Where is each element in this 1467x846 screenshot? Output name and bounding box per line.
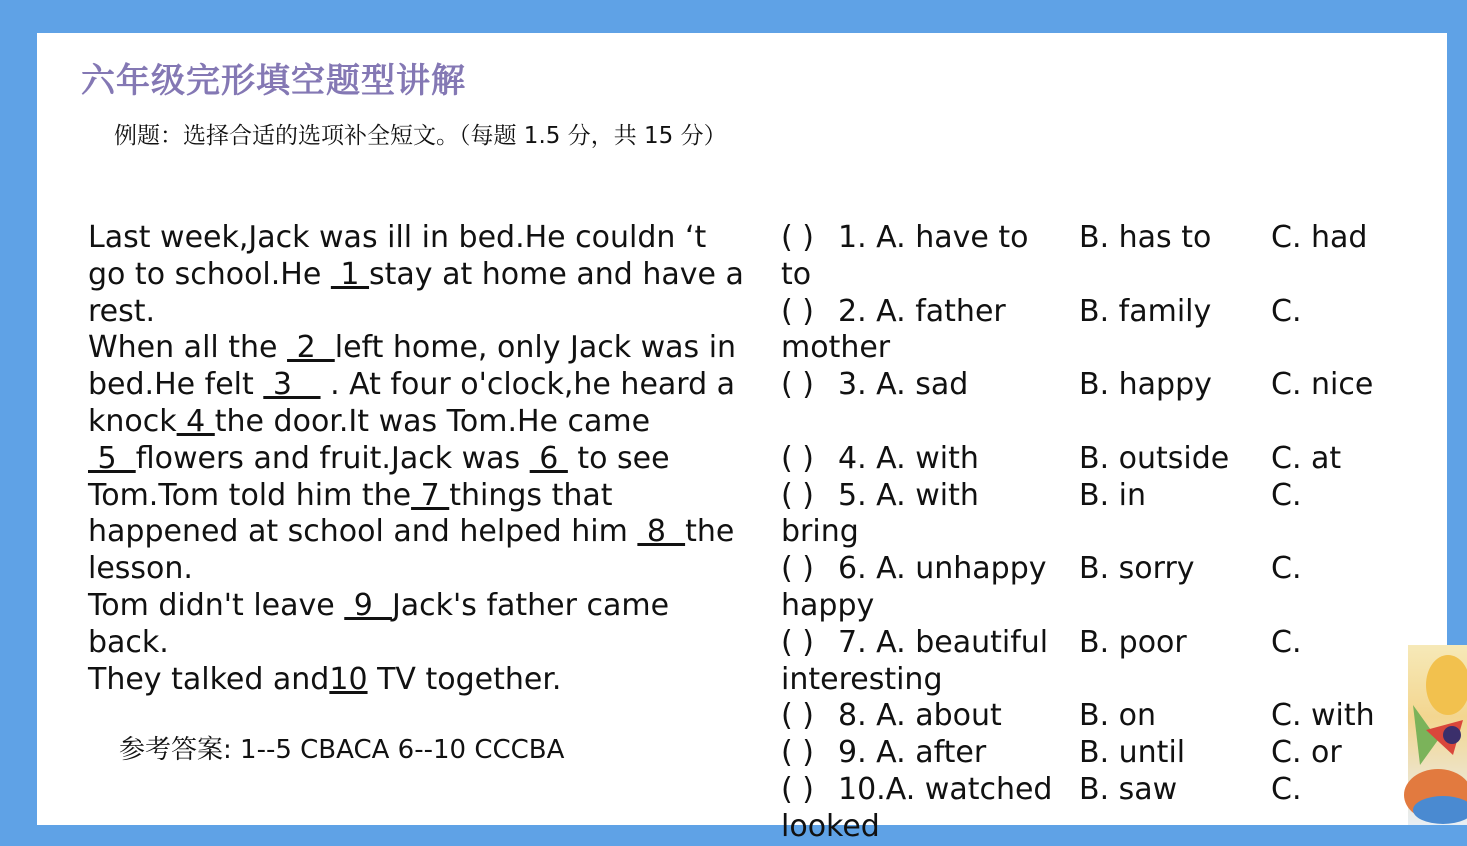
passage-text: stay at home and have a rest.: [88, 256, 744, 329]
question-item: [781, 294, 1421, 368]
option-c-continued: looked: [781, 808, 880, 844]
blank-3: 3: [263, 367, 321, 403]
option-a: 6. A. unhappy: [838, 551, 1047, 587]
blank-1: 1: [330, 256, 370, 292]
question-options-list: [781, 220, 1421, 846]
option-c: C. with: [1271, 698, 1375, 734]
option-a: 1. A. have to: [838, 220, 1029, 255]
question-item: [781, 220, 1421, 294]
decorative-illustration-art: [1408, 645, 1467, 825]
blank-7: 7: [411, 477, 450, 513]
passage-text: Tom didn't leave: [88, 587, 345, 623]
answer-paren: ( ): [781, 551, 814, 587]
option-c: C.: [1271, 293, 1302, 329]
question-item: [781, 441, 1421, 478]
passage-paragraph: [88, 330, 748, 588]
option-c: C. or: [1271, 735, 1342, 771]
passage-text: Jack's father came back.: [88, 587, 670, 660]
answer-paren: ( ): [781, 771, 814, 807]
slide-title: 六年级完形填空题型讲解: [81, 61, 466, 101]
answer-paren: ( ): [781, 293, 814, 329]
option-b: B. sorry: [1079, 551, 1195, 587]
passage-text: TV together.: [367, 661, 562, 697]
question-item: [781, 772, 1421, 846]
option-c-continued: happy: [781, 587, 875, 623]
blank-6: 6: [529, 440, 568, 476]
answer-paren: ( ): [781, 367, 814, 403]
option-c-continued: bring: [781, 514, 859, 550]
question-item: [781, 478, 1421, 552]
option-c: C.: [1271, 477, 1302, 513]
passage-paragraph: [88, 220, 748, 330]
passage-paragraph: [88, 662, 748, 699]
blank-8: 8: [637, 514, 686, 550]
option-b: B. family: [1079, 293, 1212, 329]
question-item: [781, 551, 1421, 625]
blank-2: 2: [287, 330, 335, 366]
option-a: 9. A. after: [838, 735, 987, 771]
option-a: 10.A. watched: [838, 771, 1053, 807]
instructions: 例题：选择合适的选项补全短文。（每题 1.5 分，共 15 分）: [114, 123, 727, 149]
option-c-continued: mother: [781, 330, 891, 366]
answer-paren: ( ): [781, 735, 814, 771]
passage-paragraph: [88, 588, 748, 662]
option-b: B. happy: [1079, 367, 1212, 403]
question-item: [781, 625, 1421, 699]
passage-text: They talked and: [88, 661, 330, 697]
option-c-continued: interesting: [781, 661, 943, 697]
question-item: [781, 698, 1421, 735]
answer-key: 参考答案: 1--5 CBACA 6--10 CCCBA: [119, 735, 565, 765]
question-item: [781, 735, 1421, 772]
passage-text: to see Tom.Tom told him the: [88, 440, 670, 513]
answer-paren: ( ): [781, 624, 814, 660]
option-b: B. has to: [1079, 220, 1212, 255]
option-c: C. had: [1271, 220, 1368, 255]
slide: [37, 33, 1447, 844]
passage-text: left home, only Jack was in bed.He felt: [88, 330, 737, 403]
option-b: B. on: [1079, 698, 1157, 734]
option-a: 8. A. about: [838, 698, 1002, 734]
answer-paren: ( ): [781, 477, 814, 513]
answer-paren: ( ): [781, 698, 814, 734]
option-c: C. at: [1271, 440, 1342, 476]
option-b: B. in: [1079, 477, 1147, 513]
passage-text: the door.It was Tom.He came: [214, 403, 651, 439]
question-item: [781, 367, 1421, 441]
option-a: 4. A. with: [838, 440, 979, 476]
option-c: C.: [1271, 771, 1302, 807]
option-c: C. nice: [1271, 367, 1374, 403]
answer-paren: ( ): [781, 220, 814, 255]
passage-text: When all the: [88, 330, 288, 366]
option-a: 2. A. father: [838, 293, 1006, 329]
option-a: 7. A. beautiful: [838, 624, 1049, 660]
option-b: B. poor: [1079, 624, 1187, 660]
passage-text: the lesson.: [88, 514, 735, 587]
option-c-continued: to: [781, 256, 812, 292]
blank-9: 9: [344, 587, 392, 623]
passage-text: things that happened at school and helped him: [88, 477, 638, 550]
option-a: 5. A. with: [838, 477, 979, 513]
passage-text: . At four o'clock,he heard a knock: [88, 367, 736, 439]
passage-text: Last week,Jack was ill in bed.He couldn ‘t go to school.He: [88, 220, 707, 292]
option-b: B. until: [1079, 735, 1186, 771]
option-b: B. outside: [1079, 440, 1230, 476]
blank-5: 5: [88, 440, 136, 476]
decorative-illustration: [1408, 645, 1467, 825]
option-b: B. saw: [1079, 771, 1178, 807]
cloze-passage: [88, 220, 748, 698]
answer-paren: ( ): [781, 440, 814, 476]
blank-10: 10: [329, 661, 368, 697]
option-c: C.: [1271, 624, 1302, 660]
blank-4: 4: [176, 403, 215, 439]
option-c: C.: [1271, 551, 1302, 587]
passage-text: flowers and fruit.Jack was: [135, 440, 530, 476]
option-a: 3. A. sad: [838, 367, 969, 403]
